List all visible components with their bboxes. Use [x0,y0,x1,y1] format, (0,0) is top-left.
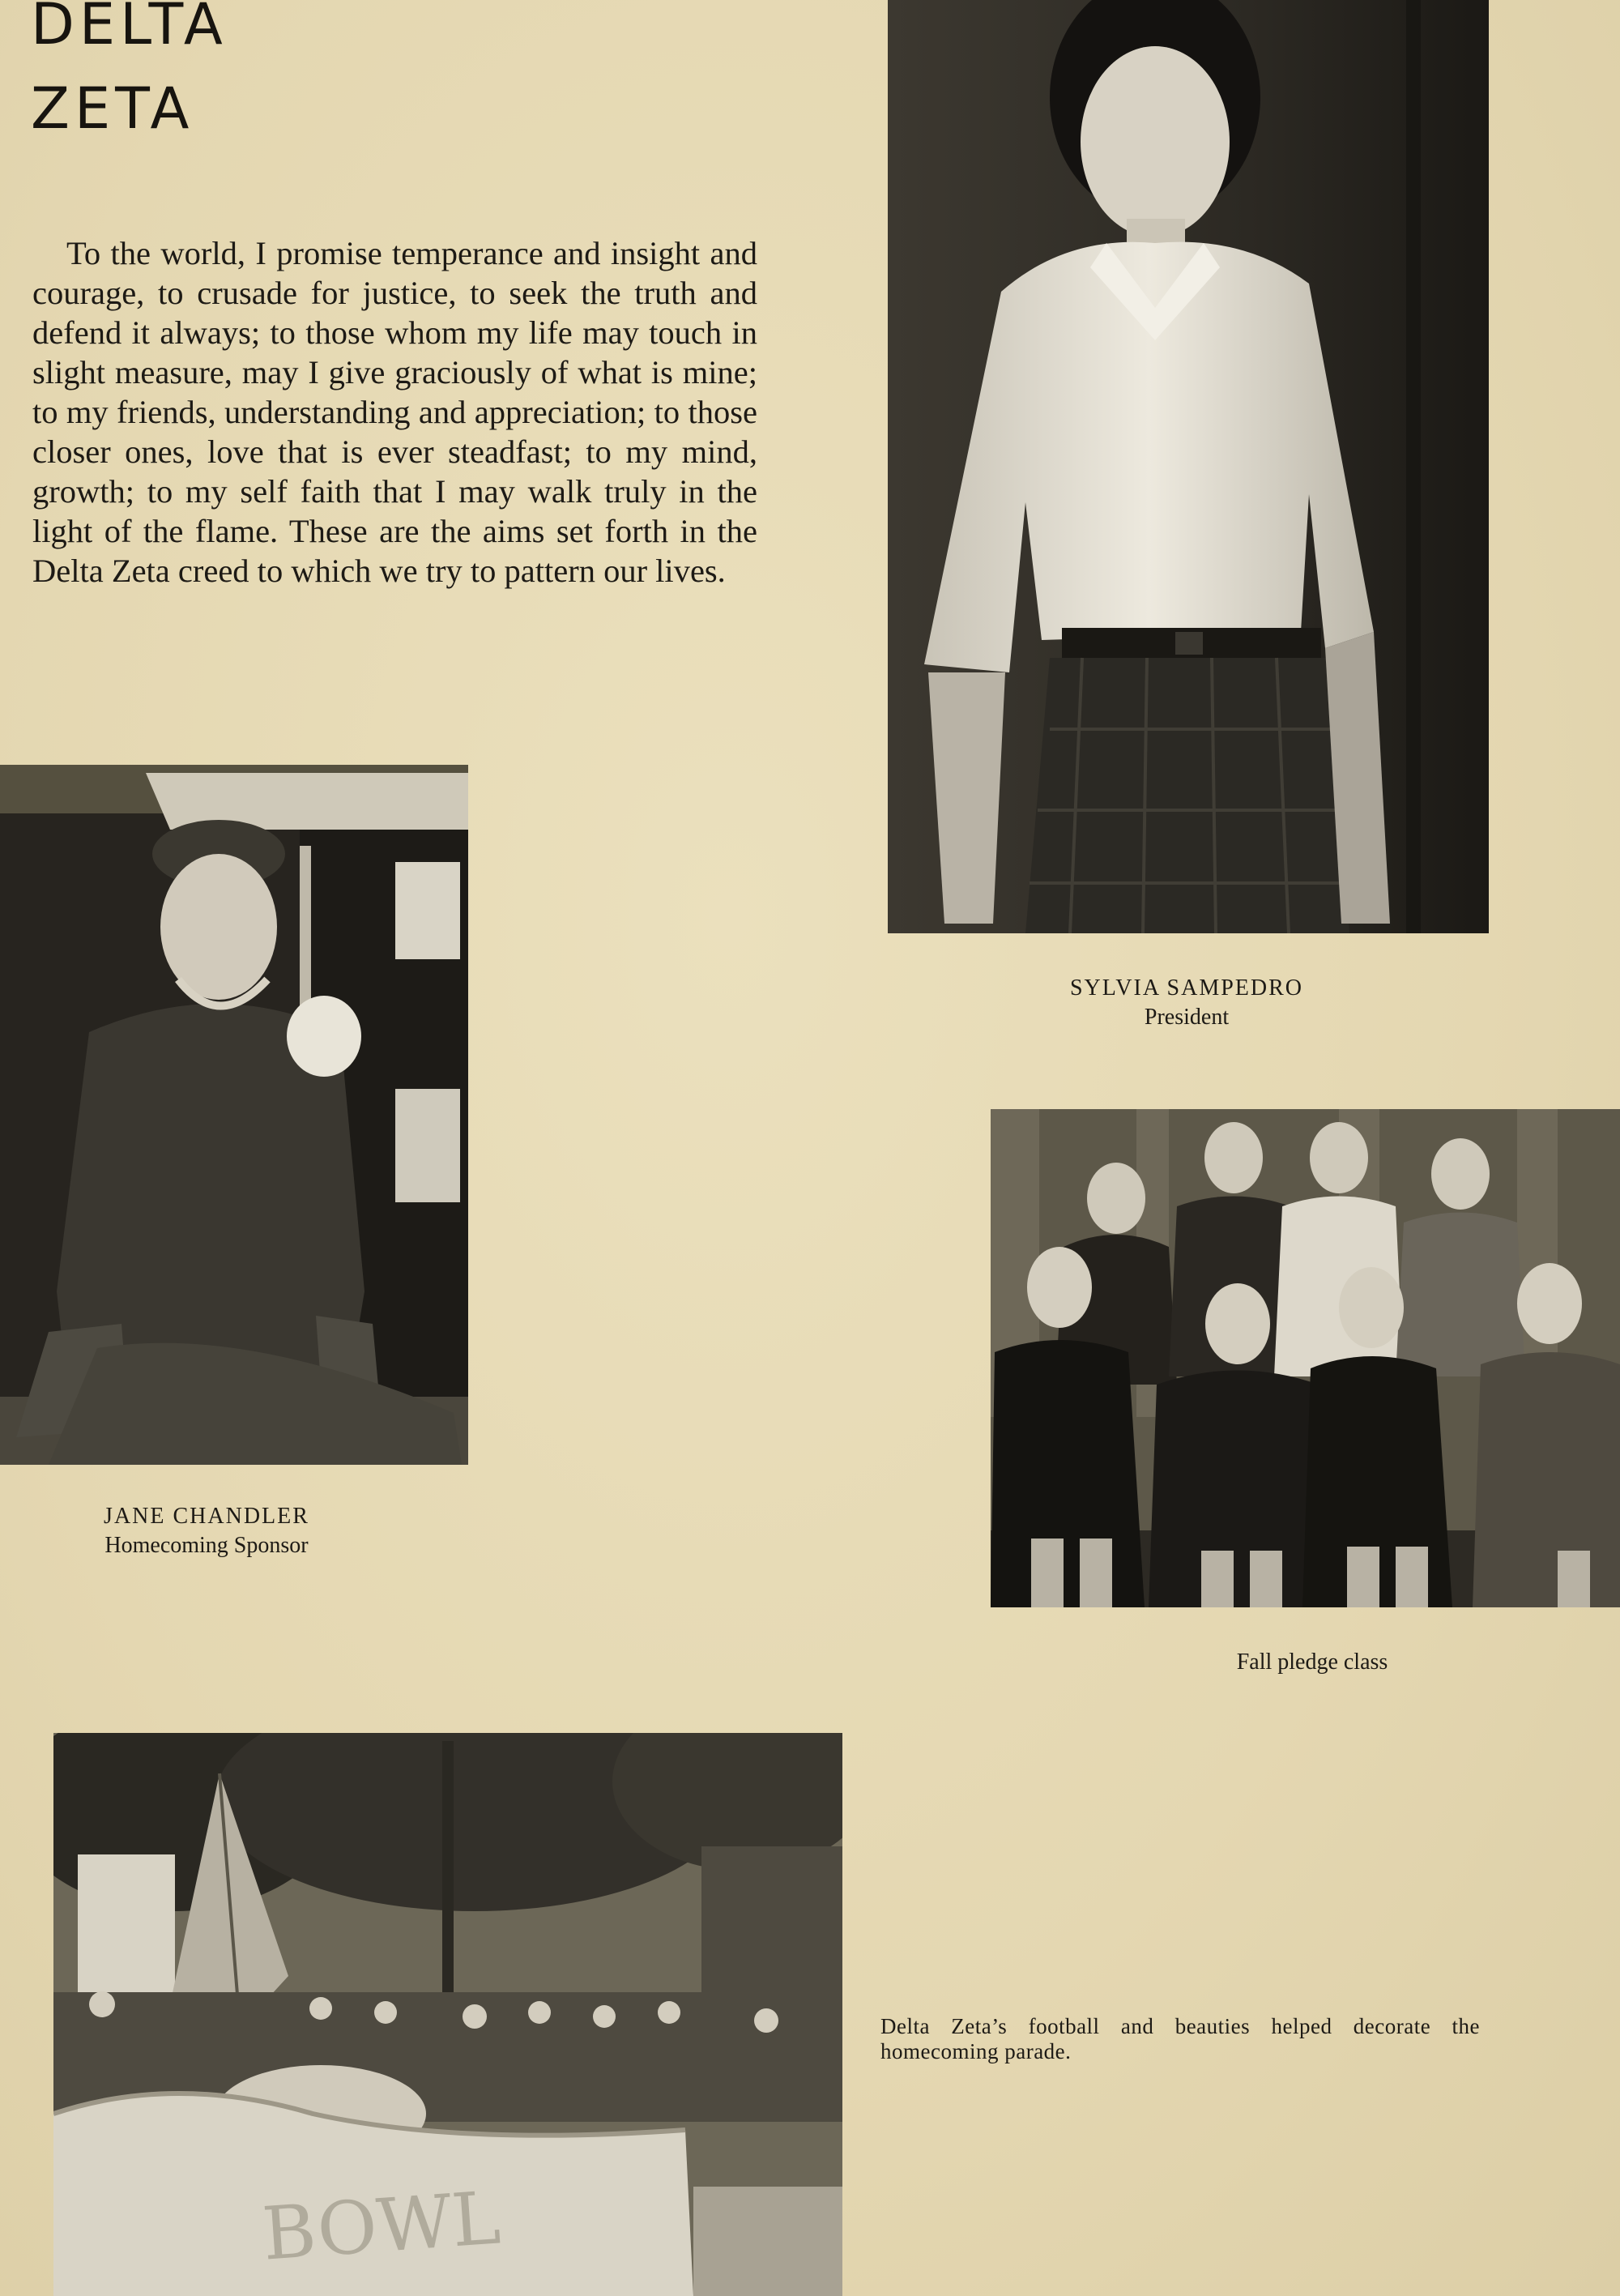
president-photo [888,0,1489,933]
sponsor-photo [0,765,468,1465]
president-caption [972,974,1401,1032]
pledge-class-caption: Fall pledge class [1236,1649,1388,1675]
parade-photo [53,1733,842,2296]
creed-paragraph: To the world, I promise temperance and insight and courage, to crusade for justice, to seek the truth and defend it always; to those whom my life may touch in slight measure, may I give graciously of what is mine; to my friends, understanding and appreciation; to those closer ones, love that is ever steadfast; to my mind, growth; to my self faith that I may walk truly in the light of the flame. These are the aims set forth in the Delta Zeta creed to which we try to pattern our lives. [32,235,757,589]
sponsor-name: JANE CHANDLER [104,1504,309,1529]
title-line-2: ZETA [31,75,194,142]
president-role: President [1144,1005,1230,1030]
president-name: SYLVIA SAMPEDRO [1069,975,1304,1001]
sponsor-role: Homecoming Sponsor [104,1533,309,1558]
svg-text:BOWL: BOWL [259,2175,504,2277]
pledge-class-photo [991,1109,1620,1607]
sponsor-caption [49,1502,364,1560]
page-title [31,0,228,151]
title-line-1: DELTA [31,0,228,58]
parade-caption: Delta Zeta’s football and beauties helped decorate the homecoming parade. [880,2014,1480,2063]
